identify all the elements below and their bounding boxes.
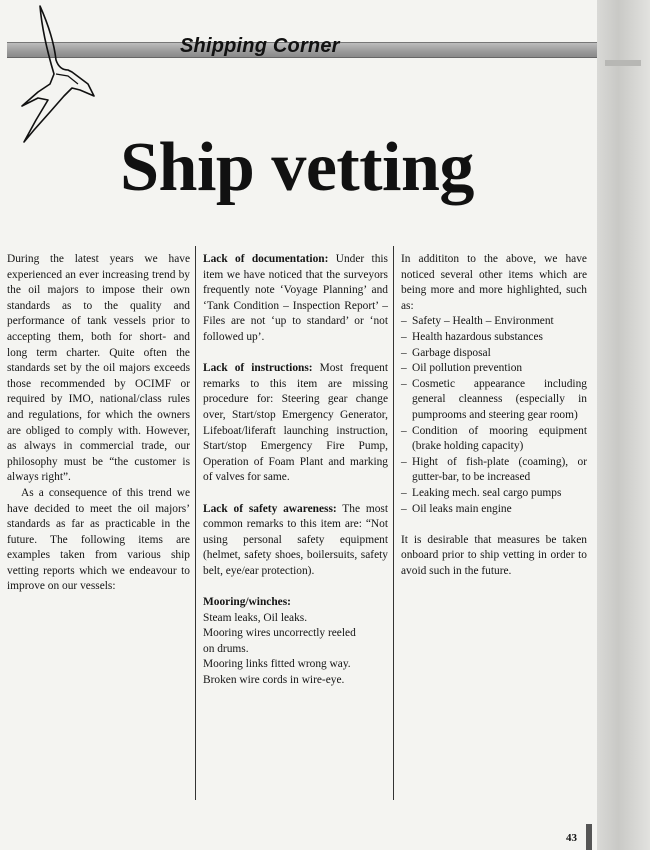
observations-list — [401, 314, 587, 517]
list-item: – Garbage disposal — [401, 346, 587, 362]
list-item: – Safety – Health – Environment — [401, 314, 587, 330]
facing-page-mark — [605, 60, 641, 66]
list-item: – Leaking mech. seal cargo pumps — [401, 486, 587, 502]
facing-page-edge — [597, 0, 650, 850]
list-item: – Oil leaks main engine — [401, 502, 587, 518]
safety-section — [203, 502, 388, 580]
seagull-logo-icon — [14, 4, 104, 144]
list-item: – Hight of fish-plate (coaming), or gutter-bar, to be increased — [401, 455, 587, 486]
column-2 — [203, 252, 388, 689]
safety-text: The most common remarks to this item are: “Not using personal safety equipment (helmet, safety shoes, boilersuits, safety belt, eye/ear protection). — [203, 502, 388, 577]
consequence-paragraph: As a consequence of this trend we have decided to meet the oil majors’ standards as far as practicable in the future. The following items are examples taken from various ship vetting reports which we endeavour to improve on our vessels: — [7, 486, 190, 593]
page-marker — [586, 824, 592, 850]
column-3 — [401, 252, 587, 579]
closing-paragraph: It is desirable that measures be taken onboard prior to ship vetting in order to avoid such in the future. — [401, 533, 587, 577]
intro-paragraph: During the latest years we have experienced an ever increasing trend by the oil majors to impose their own standards as to the quality and performance of tank vessels prior to accepting them, both for short- and long term charter. Quite often the standards set by the oil majors exceeds those recommended by OCIMF or required by IMO, national/class rules and regulations, for which the owners are obliged to comply with. However, as always in commercial trade, our philosophy must be “the customer is always right”. — [7, 253, 190, 484]
column-1 — [7, 252, 190, 595]
instructions-heading: Lack of instructions: — [203, 362, 313, 375]
list-item: – Oil pollution prevention — [401, 361, 587, 377]
instructions-text: Most frequent remarks to this item are missing procedure for: Steering gear change over, Start/stop Emergency Generator, Lifeboat/liferaft launching instruction, Start/stop Emergency Fire Pump, Operation of Foam Plant and marking of valves for same. — [203, 362, 388, 484]
article-title: Ship vetting — [120, 129, 474, 206]
documentation-text: Under this item we have noticed that the surveyors frequently note ‘Voyage Planning’ and ‘Tank Condition – Inspection Report’ – Files are not ‘up to standard’ or ‘not followed up’. — [203, 253, 388, 343]
list-item: – Cosmetic appearance including general cleanness (especially in pumprooms and steering gear room) — [401, 377, 587, 424]
mooring-line: Mooring links fitted wrong way. — [203, 658, 351, 671]
mooring-heading: Mooring/winches: — [203, 596, 291, 609]
documentation-section — [203, 252, 388, 346]
section-label: Shipping Corner — [180, 35, 340, 57]
page-number: 43 — [566, 832, 577, 844]
list-item: – Condition of mooring equipment (brake holding capacity) — [401, 424, 587, 455]
list-item: – Health hazardous substances — [401, 330, 587, 346]
column-rule-2 — [393, 246, 394, 800]
observations-intro: In addititon to the above, we have noticed several other items which are being more and more highlighted, such as: — [401, 253, 587, 312]
column-rule-1 — [195, 246, 196, 800]
mooring-line: Broken wire cords in wire-eye. — [203, 674, 345, 687]
mooring-line: Steam leaks, Oil leaks. — [203, 611, 308, 624]
documentation-heading: Lack of documentation: — [203, 253, 329, 265]
safety-heading: Lack of safety awareness: — [203, 502, 337, 515]
mooring-line: Mooring wires uncorrectly reeled on drums. — [203, 627, 356, 655]
instructions-section — [203, 361, 388, 486]
